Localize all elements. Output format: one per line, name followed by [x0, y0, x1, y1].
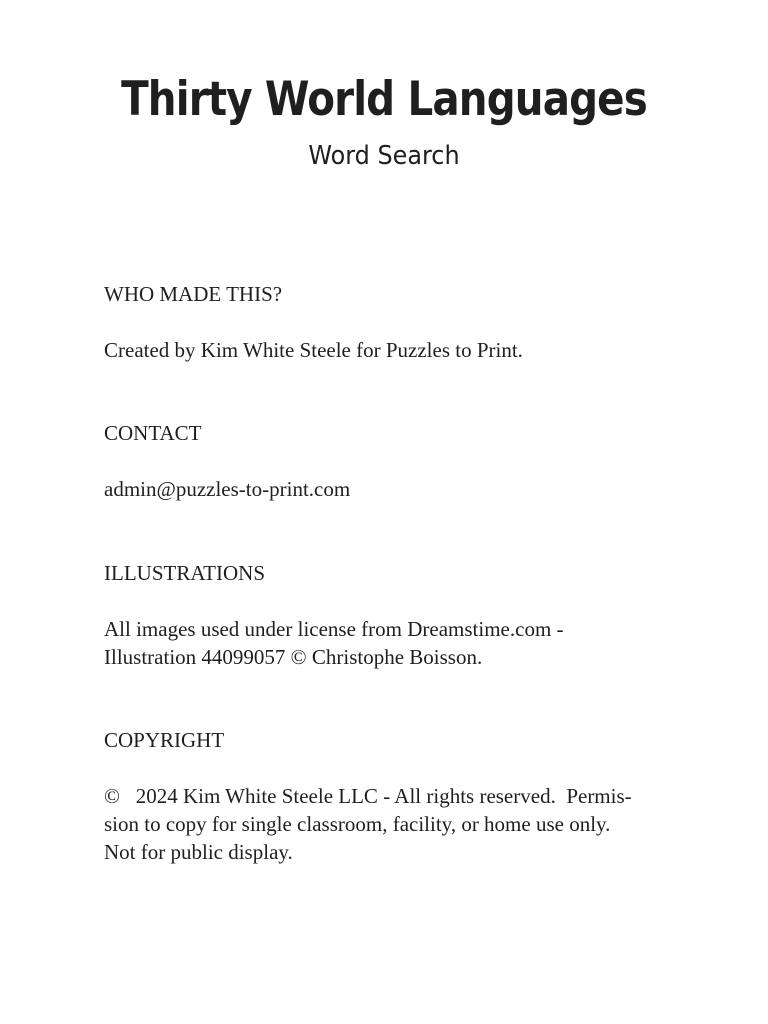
copyright-text-line-2: sion to copy for single classroom, facility, or home use only. — [104, 812, 611, 836]
contact-heading: CONTACT — [104, 421, 202, 445]
copyright-section — [104, 726, 632, 866]
page-title: Thirty World Languages — [121, 72, 647, 127]
illustrations-section — [104, 559, 564, 671]
page-subtitle: Word Search — [308, 141, 460, 171]
section-spacer — [104, 587, 564, 615]
illustrations-heading: ILLUSTRATIONS — [104, 561, 265, 585]
who-made-this-heading: WHO MADE THIS? — [104, 282, 283, 306]
illustrations-credit-line-1: All images used under license from Dreamstime.com - — [104, 617, 564, 641]
copyright-text-line-3: Not for public display. — [104, 840, 293, 864]
who-made-this-section — [104, 280, 523, 364]
creator-text: Created by Kim White Steele for Puzzles to Print. — [104, 338, 523, 362]
contact-section — [104, 419, 350, 503]
section-spacer — [104, 308, 523, 336]
copyright-heading: COPYRIGHT — [104, 728, 225, 752]
section-spacer — [104, 754, 632, 782]
illustrations-credit-line-2: Illustration 44099057 © Christophe Boisson. — [104, 645, 483, 669]
contact-email: admin@puzzles-to-print.com — [104, 477, 351, 501]
section-spacer — [104, 447, 350, 475]
copyright-text-line-1: © 2024 Kim White Steele LLC - All rights reserved. Permis- — [104, 784, 632, 808]
